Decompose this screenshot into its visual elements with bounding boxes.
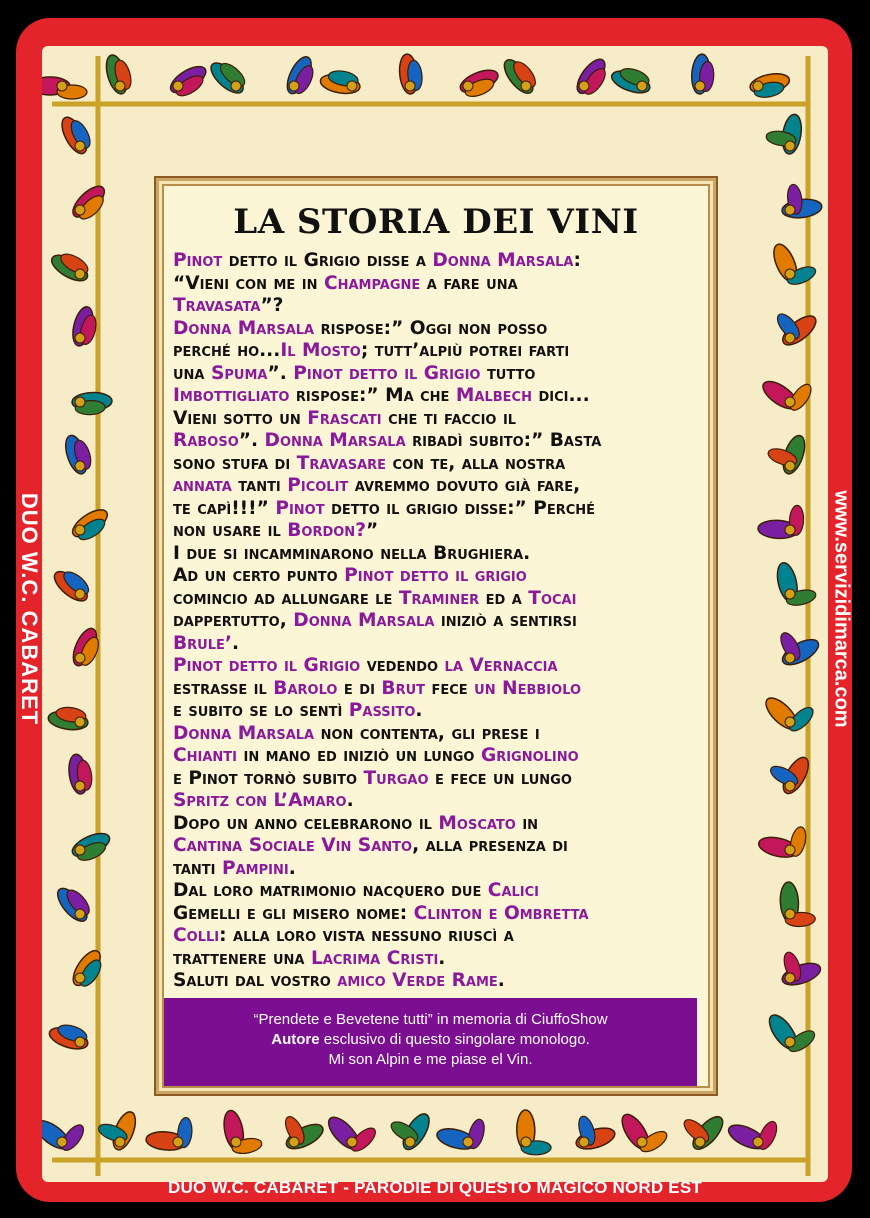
- gold-bud-ornament: [405, 1137, 415, 1147]
- gold-bud-ornament: [289, 1137, 299, 1147]
- story-line: [173, 790, 713, 813]
- wine-word: Turgao: [363, 767, 429, 789]
- story-segment: tanti: [231, 475, 288, 496]
- wine-word: Colli: [173, 925, 220, 946]
- gold-bud-ornament: [753, 1137, 763, 1147]
- story-segment: a fare una: [420, 272, 518, 294]
- story-line: [173, 318, 713, 341]
- gold-bud-ornament: [785, 717, 795, 727]
- gold-bud-ornament: [173, 1137, 183, 1147]
- story-text: [173, 250, 713, 993]
- story-segment: perché ho...: [173, 340, 281, 361]
- story-line: [173, 633, 713, 656]
- story-segment: rispose:” Ma che: [289, 385, 456, 406]
- story-segment: comincio ad allungare le: [173, 587, 399, 609]
- story-segment: tanti: [173, 857, 222, 879]
- wine-word: un Nebbiolo: [474, 677, 582, 699]
- wine-word: Chianti: [173, 745, 238, 766]
- wine-word: la Vernaccia: [444, 655, 558, 676]
- story-segment: non contenta, gli prese i: [314, 722, 540, 744]
- gold-bud-ornament: [785, 461, 795, 471]
- wine-word: Cantina Sociale Vin Santo: [173, 835, 413, 856]
- gold-bud-ornament: [115, 81, 125, 91]
- wine-word: Picolit: [287, 475, 349, 496]
- story-segment: in mano ed iniziò un lungo: [237, 745, 481, 766]
- gold-bud-ornament: [785, 1037, 795, 1047]
- story-line: [173, 498, 713, 521]
- gold-bud-ornament: [785, 141, 795, 151]
- wine-word: Donna Marsala: [264, 430, 406, 451]
- gold-bud-ornament: [579, 81, 589, 91]
- gold-bud-ornament: [57, 1137, 67, 1147]
- story-segment: Dopo un anno celebrarono il: [173, 812, 439, 834]
- gold-bud-ornament: [75, 525, 85, 535]
- wine-word: Il Mosto: [280, 340, 361, 361]
- story-line: [173, 520, 713, 543]
- gold-bud-ornament: [753, 81, 763, 91]
- story-segment: .: [231, 632, 240, 654]
- story-segment: .: [346, 790, 354, 811]
- story-segment: detto il Grigio disse a: [222, 250, 433, 271]
- story-line: [173, 295, 713, 318]
- wine-word: Frascati: [307, 407, 382, 429]
- footer-author-label: Autore: [271, 1031, 320, 1048]
- story-segment: estrasse il: [173, 677, 274, 699]
- story-segment: fece: [425, 677, 475, 699]
- footer-line-1: “Prendete e Bevetene tutti” in memoria di CiuffoShow: [253, 1011, 608, 1028]
- wine-word: Moscato: [438, 812, 516, 834]
- story-segment: sono stufa di: [173, 452, 297, 474]
- wine-word: Champagne: [323, 272, 421, 294]
- story-segment: dici...: [531, 385, 590, 406]
- gold-bud-ornament: [579, 1137, 589, 1147]
- wine-word: Pinot: [275, 497, 325, 519]
- wine-word: Raboso: [173, 430, 239, 451]
- wine-word: Bordon?: [287, 520, 366, 541]
- gold-bud-ornament: [521, 1137, 531, 1147]
- wine-word: Spritz con L’Amaro: [173, 790, 347, 811]
- story-segment: iniziò a sentirsi: [434, 610, 577, 631]
- wine-word: Donna Marsala: [293, 610, 435, 631]
- footer-line-3: Mi son Alpin e me piase el Vin.: [328, 1051, 533, 1068]
- story-segment: .: [438, 947, 446, 969]
- left-side-text: DUO W.C. CABARET: [17, 492, 42, 726]
- gold-bud-ornament: [75, 653, 85, 663]
- footer-box: [164, 998, 697, 1086]
- story-segment: I due si incamminarono nella Brughiera.: [173, 542, 531, 564]
- story-line: [173, 880, 713, 903]
- wine-word: Lacrima Cristi: [310, 947, 439, 969]
- right-side-url: www.servizidimarca.com: [830, 490, 853, 728]
- story-segment: ”.: [238, 430, 265, 451]
- gold-bud-ornament: [289, 81, 299, 91]
- gold-bud-ornament: [115, 1137, 125, 1147]
- story-segment: ed a: [479, 587, 529, 609]
- story-line: [173, 408, 713, 431]
- story-segment: .: [415, 700, 423, 721]
- story-line: [173, 250, 713, 273]
- wine-word: Pinot detto il Grigio: [293, 362, 481, 384]
- gold-bud-ornament: [75, 1037, 85, 1047]
- gold-bud-ornament: [695, 81, 705, 91]
- story-segment: : alla loro vista nessuno riuscì a: [219, 925, 514, 946]
- story-line: [173, 453, 713, 476]
- gold-bud-ornament: [637, 1137, 647, 1147]
- story-line: [173, 678, 713, 701]
- story-segment: ; tutt’alpiù potrei farti: [360, 340, 570, 361]
- gold-bud-ornament: [785, 781, 795, 791]
- story-segment: e subito se lo sentì: [173, 700, 349, 721]
- wine-word: Grignolino: [480, 745, 579, 766]
- story-line: [173, 340, 713, 363]
- story-segment: non usare il: [173, 520, 288, 541]
- gold-bud-ornament: [785, 973, 795, 983]
- gold-bud-ornament: [695, 1137, 705, 1147]
- gold-bud-ornament: [347, 1137, 357, 1147]
- story-line: [173, 835, 713, 858]
- story-segment: ribadì subito:” Basta: [405, 430, 602, 451]
- story-segment: “Vieni con me in: [173, 272, 324, 294]
- story-line: [173, 610, 713, 633]
- gold-bud-ornament: [521, 81, 531, 91]
- wine-word: Travasare: [296, 452, 387, 474]
- wine-word: amico Verde Rame: [337, 970, 498, 991]
- story-segment: vedendo: [360, 655, 445, 676]
- story-segment: che ti faccio il: [381, 407, 517, 429]
- story-segment: ”?: [260, 295, 284, 316]
- gold-bud-ornament: [785, 909, 795, 919]
- gold-bud-ornament: [75, 717, 85, 727]
- story-segment: detto il grigio disse:” Perché: [324, 497, 596, 519]
- story-segment: Dal loro matrimonio nacquero due: [173, 880, 488, 901]
- gold-bud-ornament: [785, 589, 795, 599]
- wine-word: Pinot detto il grigio: [344, 565, 527, 586]
- wine-word: annata: [173, 475, 232, 496]
- wine-word: Brut: [381, 677, 425, 699]
- gold-bud-ornament: [75, 845, 85, 855]
- story-line: [173, 430, 713, 453]
- story-segment: e di: [337, 677, 382, 699]
- story-segment: avremmo dovuto già fare,: [348, 475, 581, 496]
- gold-bud-ornament: [463, 81, 473, 91]
- wine-word: Donna Marsala: [173, 722, 315, 744]
- wine-word: Spuma: [210, 362, 268, 384]
- gold-bud-ornament: [75, 333, 85, 343]
- gold-bud-ornament: [75, 973, 85, 983]
- story-segment: rispose:” Oggi non posso: [314, 317, 548, 339]
- story-segment: ”.: [267, 362, 294, 384]
- story-line: [173, 813, 713, 836]
- wine-word: Pinot: [173, 250, 223, 271]
- story-segment: dappertutto,: [173, 610, 294, 631]
- story-line: [173, 970, 713, 993]
- gold-bud-ornament: [231, 1137, 241, 1147]
- gold-bud-ornament: [57, 81, 67, 91]
- gold-bud-ornament: [75, 205, 85, 215]
- story-segment: .: [497, 970, 505, 991]
- story-line: [173, 948, 713, 971]
- wine-word: Passito: [348, 700, 416, 721]
- gold-bud-ornament: [785, 269, 795, 279]
- gold-bud-ornament: [75, 397, 85, 407]
- story-line: [173, 745, 713, 768]
- story-segment: trattenere una: [173, 947, 311, 969]
- story-segment: Saluti dal vostro: [173, 970, 338, 991]
- story-line: [173, 588, 713, 611]
- story-segment: :: [573, 250, 581, 271]
- footer-line-2: [164, 1030, 697, 1050]
- gold-bud-ornament: [231, 81, 241, 91]
- page-title: LA STORIA DEI VINI: [233, 202, 639, 242]
- gold-bud-ornament: [75, 909, 85, 919]
- story-segment: e Pinot tornò subito: [173, 767, 364, 789]
- story-line: [173, 925, 713, 948]
- gold-bud-ornament: [637, 81, 647, 91]
- footer-line-2-rest: esclusivo di questo singolare monologo.: [319, 1031, 590, 1048]
- gold-bud-ornament: [75, 141, 85, 151]
- story-line: [173, 768, 713, 791]
- story-line: [173, 565, 713, 588]
- gold-bud-ornament: [463, 1137, 473, 1147]
- bottom-banner: DUO W.C. CABARET - PARODIE DI QUESTO MAGICO NORD EST: [168, 1178, 702, 1197]
- story-line: [173, 858, 713, 881]
- gold-bud-ornament: [405, 81, 415, 91]
- wine-word: Donna Marsala: [432, 250, 574, 271]
- wine-word: Imbottigliato: [173, 385, 290, 406]
- wine-word: Malbech: [455, 385, 532, 406]
- wine-word: Pampini: [221, 857, 289, 879]
- story-segment: , alla presenza di: [412, 835, 568, 856]
- story-line: [173, 700, 713, 723]
- wine-word: Pinot detto il Grigio: [173, 655, 361, 676]
- wine-word: Barolo: [273, 677, 338, 699]
- story-segment: e fece un lungo: [428, 767, 572, 789]
- gold-bud-ornament: [75, 461, 85, 471]
- story-segment: te capì!!!”: [173, 497, 276, 519]
- wine-word: Clinton e Ombretta: [413, 902, 589, 924]
- gold-bud-ornament: [75, 269, 85, 279]
- gold-bud-ornament: [75, 781, 85, 791]
- gold-bud-ornament: [75, 589, 85, 599]
- story-line: [173, 655, 713, 678]
- story-segment: in: [515, 812, 539, 834]
- story-line: [173, 273, 713, 296]
- story-line: [173, 385, 713, 408]
- story-line: [173, 903, 713, 926]
- story-segment: Gemelli e gli misero nome:: [173, 902, 414, 924]
- wine-word: Tocai: [528, 587, 577, 609]
- story-line: [173, 475, 713, 498]
- story-segment: tutto: [480, 362, 536, 384]
- story-segment: Vieni sotto un: [173, 407, 308, 429]
- gold-bud-ornament: [785, 333, 795, 343]
- story-segment: Ad un certo punto: [173, 565, 345, 586]
- wine-word: Travasata: [173, 295, 261, 316]
- wine-word: Calici: [487, 880, 540, 901]
- gold-bud-ornament: [347, 81, 357, 91]
- story-segment: una: [173, 362, 211, 384]
- gold-bud-ornament: [785, 845, 795, 855]
- story-line: [173, 363, 713, 386]
- story-segment: con te, alla nostra: [386, 452, 566, 474]
- wine-word: Donna Marsala: [173, 317, 315, 339]
- gold-bud-ornament: [785, 653, 795, 663]
- story-segment: .: [288, 857, 296, 879]
- gold-bud-ornament: [173, 81, 183, 91]
- story-segment: ”: [365, 520, 379, 541]
- gold-bud-ornament: [785, 397, 795, 407]
- gold-bud-ornament: [785, 525, 795, 535]
- story-line: [173, 543, 713, 566]
- wine-word: Traminer: [398, 587, 480, 609]
- wine-word: Brule’: [173, 632, 232, 654]
- gold-bud-ornament: [785, 205, 795, 215]
- story-line: [173, 723, 713, 746]
